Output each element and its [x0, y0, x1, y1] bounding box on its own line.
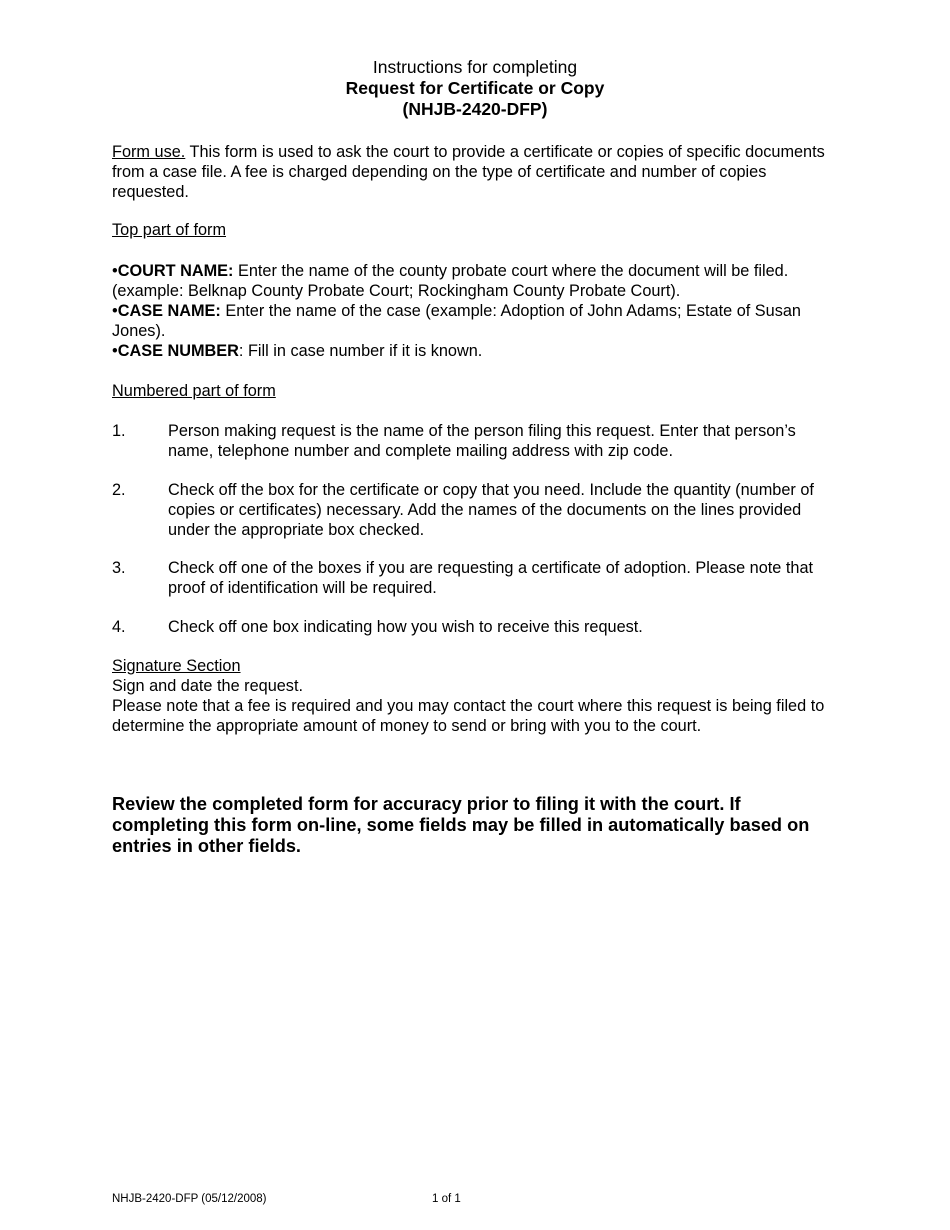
case-number-label: CASE NUMBER: [117, 342, 239, 360]
title-line-1: Instructions for completing: [372, 57, 578, 77]
court-name-label: COURT NAME:: [117, 262, 234, 280]
title-line-2: Request for Certificate or Copy: [345, 78, 605, 98]
item-text: Check off one of the boxes if you are requesting a certificate of adoption. Please note that proof of identification will be required.: [168, 559, 814, 597]
item-number: 1.: [112, 422, 126, 440]
page-title: [0, 57, 950, 120]
court-name-text: Enter the name of the county probate court where the document will be filed. (example: Belknap County Probate Court; Rockingham County Probate Court).: [112, 262, 789, 300]
case-number-text: : Fill in case number if it is known.: [238, 342, 483, 360]
case-name-text: Enter the name of the case (example: Adoption of John Adams; Estate of Susan Jones).: [112, 302, 801, 340]
footer-page-number: 1 of 1: [432, 1193, 461, 1205]
form-use-heading: Form use.: [112, 143, 186, 161]
numbered-part-heading-text: Numbered part of form: [112, 382, 276, 400]
top-part-heading: [112, 220, 842, 240]
signature-heading: Signature Section: [112, 657, 241, 675]
footer-form-code: NHJB-2420-DFP (05/12/2008): [112, 1193, 267, 1205]
case-number-item: [112, 341, 842, 361]
bullet: •: [112, 262, 118, 280]
item-number: 2.: [112, 481, 126, 499]
numbered-item-2: [112, 480, 842, 540]
numbered-item-3: [112, 558, 842, 598]
form-use-text: This form is used to ask the court to provide a certificate or copies of specific documents from a case file. A fee is charged depending on the type of certificate and number of copies requested.: [112, 143, 825, 201]
bullet: •: [112, 302, 118, 320]
form-use-section: [112, 142, 842, 202]
bullet: •: [112, 342, 118, 360]
signature-line-2: Please note that a fee is required and you may contact the court where this request is being filed to determine the appropriate amount of money to send or bring with you to the court.: [112, 697, 825, 735]
numbered-item-1: [112, 421, 842, 461]
signature-line-1: Sign and date the request.: [112, 677, 303, 695]
item-number: 3.: [112, 559, 126, 577]
item-number: 4.: [112, 618, 126, 636]
top-part-heading-text: Top part of form: [112, 221, 227, 239]
review-note: Review the completed form for accuracy prior to filing it with the court. If completing this form on-line, some fields may be filled in automatically based on entries in other fields.: [112, 794, 810, 856]
case-name-label: CASE NAME:: [117, 302, 221, 320]
numbered-part-heading: [112, 381, 842, 401]
signature-section: [112, 656, 842, 736]
title-line-3: (NHJB-2420-DFP): [402, 99, 548, 119]
item-text: Check off the box for the certificate or copy that you need. Include the quantity (number of copies or certificates) necessary. Add the names of the documents on the lines provided under the appropriate box checked.: [168, 481, 814, 539]
item-text: Check off one box indicating how you wish to receive this request.: [168, 618, 643, 636]
top-part-list: [112, 261, 842, 361]
court-name-item: [112, 261, 842, 301]
item-text: Person making request is the name of the person filing this request. Enter that person’s name, telephone number and complete mailing address with zip code.: [168, 422, 796, 460]
numbered-item-4: [112, 617, 842, 637]
case-name-item: [112, 301, 842, 341]
